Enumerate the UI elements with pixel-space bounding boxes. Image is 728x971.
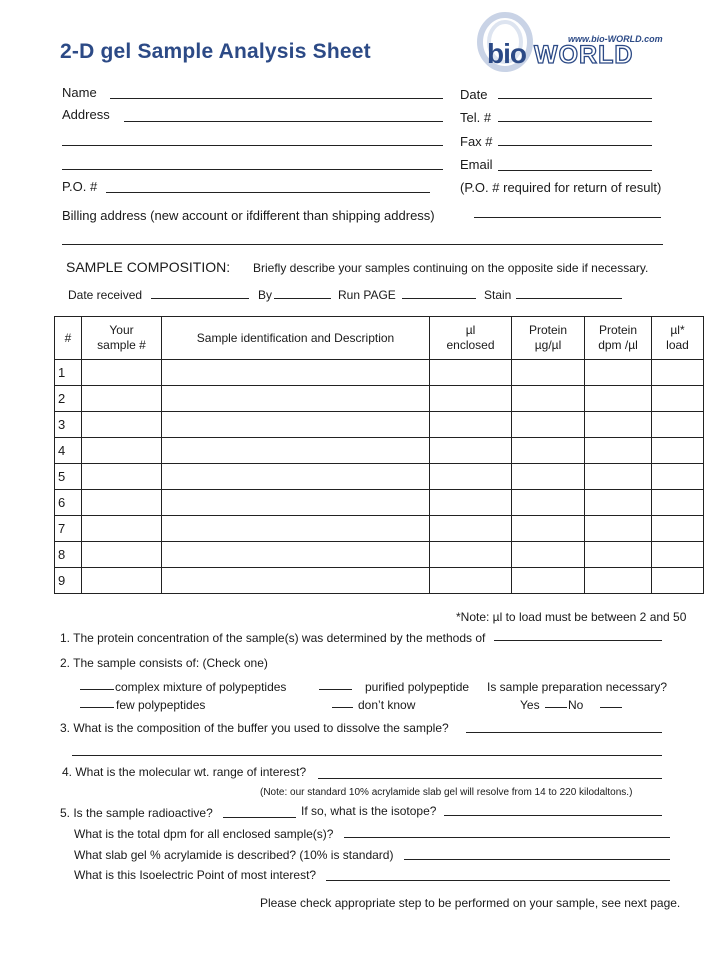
ul-enclosed-cell[interactable] — [430, 412, 512, 438]
run-page-label: Run PAGE — [338, 288, 396, 302]
fax-field[interactable] — [498, 145, 652, 146]
protein-dpm-cell[interactable] — [585, 568, 652, 594]
your-sample-cell[interactable] — [82, 542, 162, 568]
address-label: Address — [62, 107, 110, 122]
row-number: 2 — [55, 386, 82, 412]
stain-field[interactable] — [516, 298, 622, 299]
no-checkline[interactable] — [600, 707, 622, 708]
protein-conc-cell[interactable] — [512, 568, 585, 594]
table-header-row — [55, 317, 704, 360]
description-cell[interactable] — [162, 464, 430, 490]
your-sample-cell[interactable] — [82, 386, 162, 412]
composition-instruction: Briefly describe your samples continuing on the opposite side if necessary. — [253, 261, 649, 275]
ul-load-cell[interactable] — [652, 386, 704, 412]
description-cell[interactable] — [162, 490, 430, 516]
protein-dpm-cell[interactable] — [585, 542, 652, 568]
ul-enclosed-cell[interactable] — [430, 490, 512, 516]
protein-conc-cell[interactable] — [512, 412, 585, 438]
q5-dpm-label: What is the total dpm for all enclosed sample(s)? — [74, 827, 334, 841]
description-cell[interactable] — [162, 360, 430, 386]
row-number: 5 — [55, 464, 82, 490]
description-cell[interactable] — [162, 438, 430, 464]
yes-checkline[interactable] — [545, 707, 567, 708]
email-label: Email — [460, 157, 493, 172]
q5-pi-field[interactable] — [326, 880, 670, 881]
protein-dpm-cell[interactable] — [585, 464, 652, 490]
date-label: Date — [460, 87, 488, 102]
protein-dpm-cell[interactable] — [585, 490, 652, 516]
protein-dpm-cell[interactable] — [585, 438, 652, 464]
billing-field-1[interactable] — [474, 217, 661, 218]
your-sample-cell[interactable] — [82, 490, 162, 516]
col-ul-enclosed-header: µl enclosed — [430, 317, 512, 360]
ul-enclosed-cell[interactable] — [430, 542, 512, 568]
website-url: www.bio-WORLD.com — [568, 34, 663, 44]
ul-enclosed-cell[interactable] — [430, 360, 512, 386]
q4-field[interactable] — [318, 778, 662, 779]
ul-enclosed-cell[interactable] — [430, 516, 512, 542]
q1-field[interactable] — [494, 640, 662, 641]
dont-know-checkline[interactable] — [332, 707, 353, 708]
logo-world-text: WORLD — [534, 41, 634, 69]
date-received-label: Date received — [68, 288, 143, 302]
by-field[interactable] — [274, 298, 331, 299]
date-received-field[interactable] — [151, 298, 249, 299]
opt-few: few polypeptides — [116, 698, 206, 712]
your-sample-cell[interactable] — [82, 412, 162, 438]
table-row — [55, 438, 704, 464]
complex-checkline[interactable] — [80, 689, 114, 690]
your-sample-cell[interactable] — [82, 516, 162, 542]
tel-label: Tel. # — [460, 110, 492, 125]
opt-dont-know: don’t know — [358, 698, 416, 712]
q3-field-1[interactable] — [466, 732, 662, 733]
description-cell[interactable] — [162, 386, 430, 412]
table-note: *Note: µl to load must be between 2 and 50 — [456, 610, 687, 624]
run-page-field[interactable] — [402, 298, 476, 299]
row-number: 1 — [55, 360, 82, 386]
description-cell[interactable] — [162, 412, 430, 438]
q4-note: (Note: our standard 10% acrylamide slab gel will resolve from 14 to 220 kilodaltons.) — [260, 787, 633, 798]
col-your-sample-header: Your sample # — [82, 317, 162, 360]
ul-enclosed-cell[interactable] — [430, 386, 512, 412]
protein-conc-cell[interactable] — [512, 516, 585, 542]
q1-text: 1. The protein concentration of the sample(s) was determined by the methods of — [60, 631, 486, 645]
col-number-header: # — [55, 317, 82, 360]
address-field-3[interactable] — [62, 169, 443, 170]
protein-conc-cell[interactable] — [512, 542, 585, 568]
yes-label: Yes — [520, 698, 540, 712]
protein-conc-cell[interactable] — [512, 386, 585, 412]
po-note: (P.O. # required for return of result) — [460, 180, 662, 195]
description-cell[interactable] — [162, 568, 430, 594]
q5-pi-label: What is this Isoelectric Point of most interest? — [74, 868, 317, 882]
q5-dpm-field[interactable] — [344, 837, 670, 838]
protein-conc-cell[interactable] — [512, 490, 585, 516]
tel-field[interactable] — [498, 121, 652, 122]
description-cell[interactable] — [162, 542, 430, 568]
col-protein-conc-header: Protein µg/µl — [512, 317, 585, 360]
ul-enclosed-cell[interactable] — [430, 568, 512, 594]
no-label: No — [568, 698, 584, 712]
table-row — [55, 464, 704, 490]
table-row — [55, 360, 704, 386]
col-protein-dpm-header: Protein dpm /µl — [585, 317, 652, 360]
by-label: By — [258, 288, 273, 302]
opt-complex: complex mixture of polypeptides — [115, 680, 287, 694]
protein-conc-cell[interactable] — [512, 464, 585, 490]
table-row — [55, 568, 704, 594]
ul-load-cell[interactable] — [652, 438, 704, 464]
name-label: Name — [62, 85, 97, 100]
protein-conc-cell[interactable] — [512, 438, 585, 464]
col-description-header: Sample identification and Description — [162, 317, 430, 360]
q3-text: 3. What is the composition of the buffer you used to dissolve the sample? — [60, 721, 449, 735]
q5-radioactive-field[interactable] — [223, 817, 296, 818]
row-number: 6 — [55, 490, 82, 516]
your-sample-cell[interactable] — [82, 464, 162, 490]
stain-label: Stain — [484, 288, 512, 302]
protein-dpm-cell[interactable] — [585, 516, 652, 542]
sample-table — [54, 316, 704, 594]
page-title: 2-D gel Sample Analysis Sheet — [60, 40, 371, 63]
protein-dpm-cell[interactable] — [585, 360, 652, 386]
row-number: 9 — [55, 568, 82, 594]
protein-dpm-cell[interactable] — [585, 386, 652, 412]
row-number: 4 — [55, 438, 82, 464]
q3-field-2[interactable] — [72, 755, 662, 756]
col-ul-load-header: µl* load — [652, 317, 704, 360]
billing-field-2[interactable] — [62, 244, 663, 245]
q5-slab-field[interactable] — [404, 859, 670, 860]
ul-load-cell[interactable] — [652, 360, 704, 386]
po-label: P.O. # — [62, 179, 98, 194]
opt-purified: purified polypeptide — [365, 680, 470, 694]
po-field[interactable] — [106, 192, 430, 193]
table-row — [55, 490, 704, 516]
address-field-1[interactable] — [124, 121, 443, 122]
q5-isotope-label: If so, what is the isotope? — [301, 804, 437, 818]
ul-enclosed-cell[interactable] — [430, 438, 512, 464]
row-number: 8 — [55, 542, 82, 568]
ul-load-cell[interactable] — [652, 542, 704, 568]
ul-load-cell[interactable] — [652, 568, 704, 594]
fax-label: Fax # — [460, 134, 493, 149]
your-sample-cell[interactable] — [82, 568, 162, 594]
email-field[interactable] — [498, 170, 652, 171]
protein-dpm-cell[interactable] — [585, 412, 652, 438]
description-cell[interactable] — [162, 516, 430, 542]
your-sample-cell[interactable] — [82, 360, 162, 386]
protein-conc-cell[interactable] — [512, 360, 585, 386]
table-row — [55, 542, 704, 568]
table-row — [55, 386, 704, 412]
billing-label: Billing address (new account or ifdifferent than shipping address) — [62, 208, 435, 223]
address-field-2[interactable] — [62, 145, 443, 146]
few-checkline[interactable] — [80, 707, 114, 708]
q4-text: 4. What is the molecular wt. range of interest? — [62, 765, 307, 779]
ul-load-cell[interactable] — [652, 516, 704, 542]
purified-checkline[interactable] — [319, 689, 352, 690]
table-row — [55, 516, 704, 542]
footer-instruction: Please check appropriate step to be performed on your sample, see next page. — [260, 896, 681, 910]
q5-slab-label: What slab gel % acrylamide is described? (10% is standard) — [74, 848, 394, 862]
logo-bio-text: bio — [487, 38, 526, 69]
q5-isotope-field[interactable] — [444, 815, 662, 816]
ul-load-cell[interactable] — [652, 464, 704, 490]
table-row — [55, 412, 704, 438]
prep-question: Is sample preparation necessary? — [487, 680, 668, 694]
ul-load-cell[interactable] — [652, 490, 704, 516]
ul-load-cell[interactable] — [652, 412, 704, 438]
q5-text: 5. Is the sample radioactive? — [60, 806, 213, 820]
ul-enclosed-cell[interactable] — [430, 464, 512, 490]
name-field[interactable] — [110, 98, 443, 99]
your-sample-cell[interactable] — [82, 438, 162, 464]
row-number: 7 — [55, 516, 82, 542]
q2-text: 2. The sample consists of: (Check one) — [60, 656, 268, 670]
row-number: 3 — [55, 412, 82, 438]
date-field[interactable] — [498, 98, 652, 99]
composition-heading: SAMPLE COMPOSITION: — [66, 259, 231, 275]
